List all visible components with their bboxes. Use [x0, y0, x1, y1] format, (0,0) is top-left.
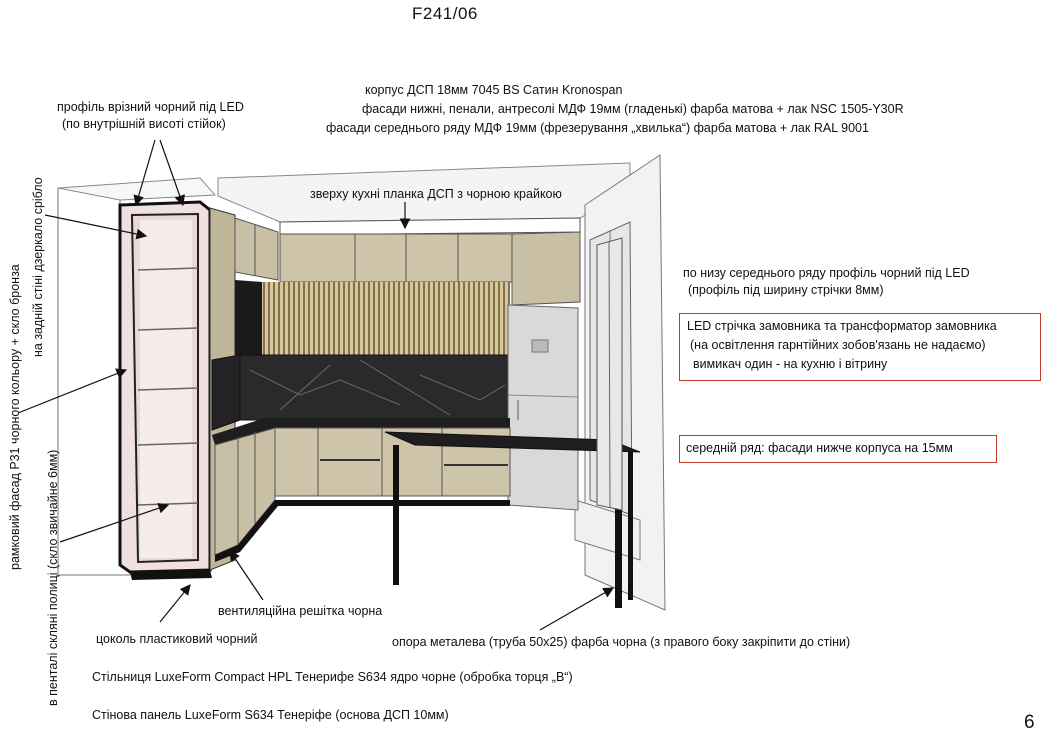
note-facades-middle: фасади середнього ряду МДФ 19мм (фрезерування „хвилька“) фарба матова + лак RAL 9001	[326, 121, 869, 135]
note-led-1: LED стрічка замовника та трансформатор замовника	[687, 319, 997, 333]
note-back-wall-mirror: на задній стіні дзеркало срібло	[31, 177, 45, 357]
note-frame-facade: рамковий фасад Р31 чорного кольору + скло бронза	[8, 264, 22, 570]
middle-row-slats	[262, 282, 510, 355]
base-cabinets	[215, 428, 510, 562]
note-bottom-profile-1: по низу середнього ряду профіль чорний під LED	[683, 266, 970, 280]
window	[597, 238, 622, 510]
note-profile-cut-2: (по внутрішній висоті стійок)	[62, 117, 226, 131]
fridge	[508, 305, 578, 510]
drawing-title: F241/06	[412, 4, 478, 23]
note-support: опора металева (труба 50х25) фарба чорна (з правого боку закріпити до стіни)	[392, 635, 851, 649]
note-profile-cut-1: профіль врізний чорний під LED	[57, 100, 244, 114]
note-wall-panel: Стінова панель LuxeForm S634 Тенеріфе (основа ДСП 10мм)	[92, 708, 449, 722]
note-countertop: Стільниця LuxeForm Compact HPL Тенерифе S634 ядро чорне (обробка торця „B“)	[92, 670, 573, 684]
note-led-2: (на освітлення гарнтійних зобов'язань не надаємо)	[690, 338, 986, 352]
note-body-material: корпус ДСП 18мм 7045 BS Сатин Kronospan	[365, 83, 623, 97]
note-bottom-profile-2: (профіль під ширину стрічки 8мм)	[688, 283, 884, 297]
note-plinth: цоколь пластиковий чорний	[96, 632, 258, 646]
note-top-plank: зверху кухні планка ДСП з чорною крайкою	[310, 187, 562, 201]
note-vent-grille: вентиляційна решітка чорна	[218, 604, 383, 618]
glass-cabinet	[120, 202, 212, 580]
dark-panel	[235, 280, 262, 355]
note-glass-shelves: в пенталі скляні полиці (скло звичайне 6мм)	[46, 449, 60, 706]
note-middle-row: середній ряд: фасади нижче корпуса на 15мм	[686, 441, 953, 455]
page-number: 6	[1024, 712, 1035, 733]
wall-cabinets-left	[235, 218, 278, 280]
note-facades-lower: фасади нижні, пенали, антресолі МДФ 19мм (гладенькі) фарба матова + лак NSC 1505-Y30R	[362, 102, 904, 116]
note-led-3: вимикач один - на кухню і вітрину	[693, 357, 888, 371]
